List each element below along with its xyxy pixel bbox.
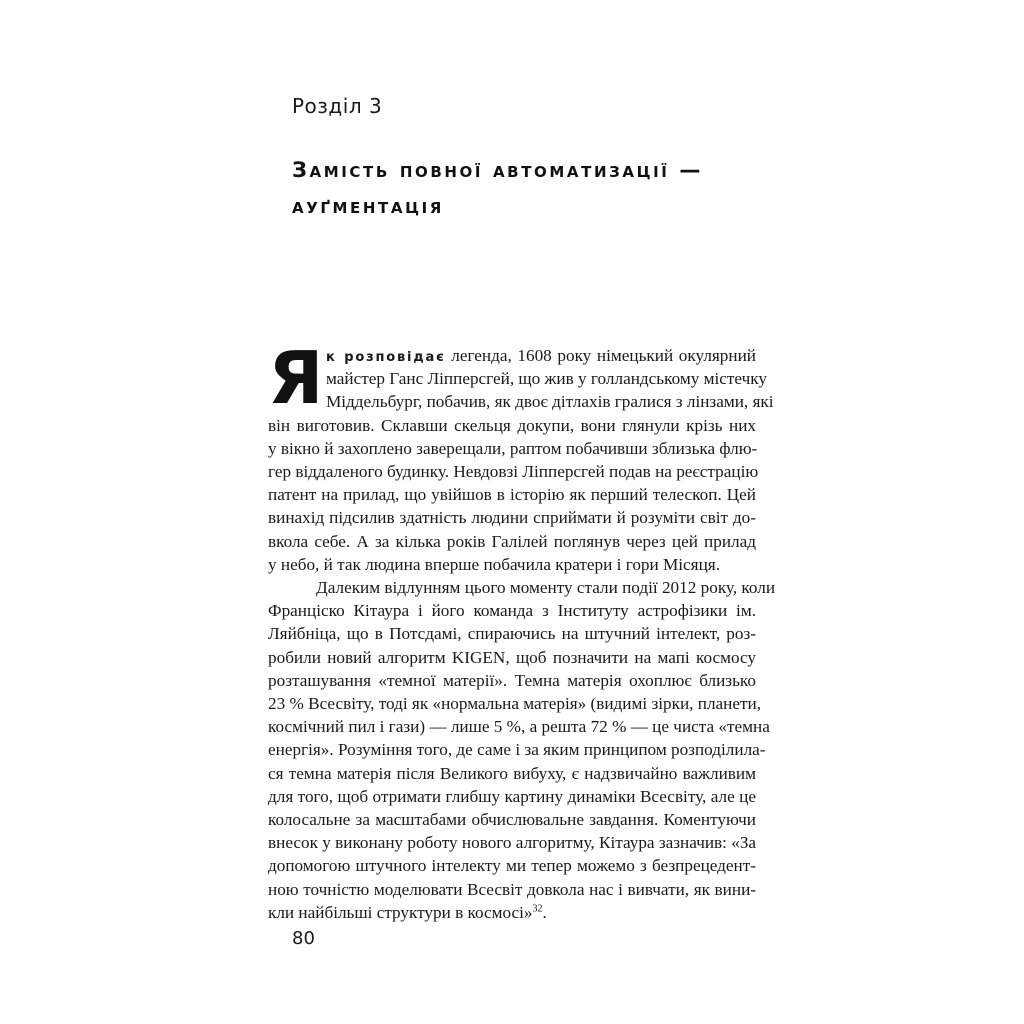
paragraph-1-line-6: гер віддаленого будинку. Невдовзі Ліпперсгей подав на реєстрацію <box>268 462 759 481</box>
paragraph-2-line-3: Ляйбніца, що в Потсдамі, спираючись на штучний інтелект, роз- <box>268 624 756 644</box>
chapter-title-line-1: Замість повної автоматизації — <box>292 158 703 182</box>
body-text <box>268 414 776 924</box>
paragraph-1-line-2: майстер Ганс Ліпперсгей, що жив у голландському містечку <box>326 369 767 389</box>
paragraph-2-line-7: космічний пил і гази) — лише 5 %, а решта 72 % — це чиста «темна <box>268 717 770 737</box>
page-number: 80 <box>292 928 315 949</box>
paragraph-2-line-15 <box>268 901 756 924</box>
paragraph-1-line-10: у небо, й так людина вперше побачила кратери і гори Місяця. <box>268 554 720 574</box>
paragraph-1-line-7: патент на прилад, що увійшов в історію як перший телескоп. Цей <box>268 485 756 505</box>
paragraph-1-line-9: вкола себе. А за кілька років Галілей поглянув через цей прилад <box>268 531 756 551</box>
paragraph-1-line-4: він виготовив. Склавши скельця докупи, вони глянули крізь них <box>268 415 756 435</box>
paragraph-1-line-3: Міддельбург, побачив, як двоє дітлахів гралися з лінзами, які <box>326 392 774 412</box>
drop-cap <box>268 336 324 420</box>
paragraph-2-line-1: Далеким відлунням цього моменту стали події 2012 року, коли <box>316 578 776 598</box>
paragraph-2-line-5: розташування «темної матерії». Темна матерія охоплює близько <box>268 670 756 690</box>
paragraph-2-line-4: робили новий алгоритм KIGEN, щоб позначити на мапі космосу <box>268 647 756 667</box>
paragraph-2-line-15-end: . <box>542 902 547 922</box>
paragraph-2-line-13: допомогою штучного інтелекту ми тепер можемо з безпрецедент- <box>268 856 756 876</box>
paragraph-2-line-12: внесок у виконану роботу нового алгоритму, Кітаура зазначив: «За <box>268 833 757 853</box>
paragraph-2-line-6: 23 % Всесвіту, тоді як «нормальна матерія» (видимі зірки, планети, <box>268 694 761 714</box>
paragraph-2 <box>268 576 776 924</box>
paragraph-2-line-8: енергія». Розуміння того, де саме і за яким принципом розподілила- <box>268 740 766 760</box>
paragraph-2-line-9: ся темна матерія після Великого вибуху, є надзвичайно важливим <box>268 763 756 783</box>
chapter-title-line-2: ауґментація <box>292 194 444 218</box>
lead-line-rest: легенда, 1608 року німецький окулярний <box>445 346 756 365</box>
paragraph-2-line-11: колосальне за масштабами обчислювальне завдання. Коментуючи <box>268 810 756 830</box>
paragraph-1-line-5: у вікно й захоплено заверещали, раптом побачивши зблизька флю- <box>268 438 758 458</box>
paragraph-2-line-14: ною точністю моделювати Всесвіт довкола нас і вивчати, як вини- <box>268 879 756 899</box>
chapter-title <box>292 152 792 224</box>
paragraph-2-line-2: Франціско Кітаура і його команда з Інституту астрофізики ім. <box>268 601 756 621</box>
footnote-reference[interactable]: 32 <box>532 903 543 915</box>
paragraph-2-line-15-text: кли найбільші структури в космосі» <box>268 902 533 922</box>
lead-in-small-caps: к розповідає <box>326 350 446 365</box>
paragraph-1-line-8: винахід підсилив здатність людини сприймати й розуміти світ до- <box>268 508 756 528</box>
chapter-label: Розділ 3 <box>292 94 383 118</box>
drop-cap-letter: Я <box>268 336 324 420</box>
paragraph-2-line-10: для того, щоб отримати глибшу картину динаміки Всесвіту, але це <box>268 786 756 806</box>
paragraph-1-line-1 <box>326 344 756 369</box>
paragraph-1 <box>268 414 759 576</box>
